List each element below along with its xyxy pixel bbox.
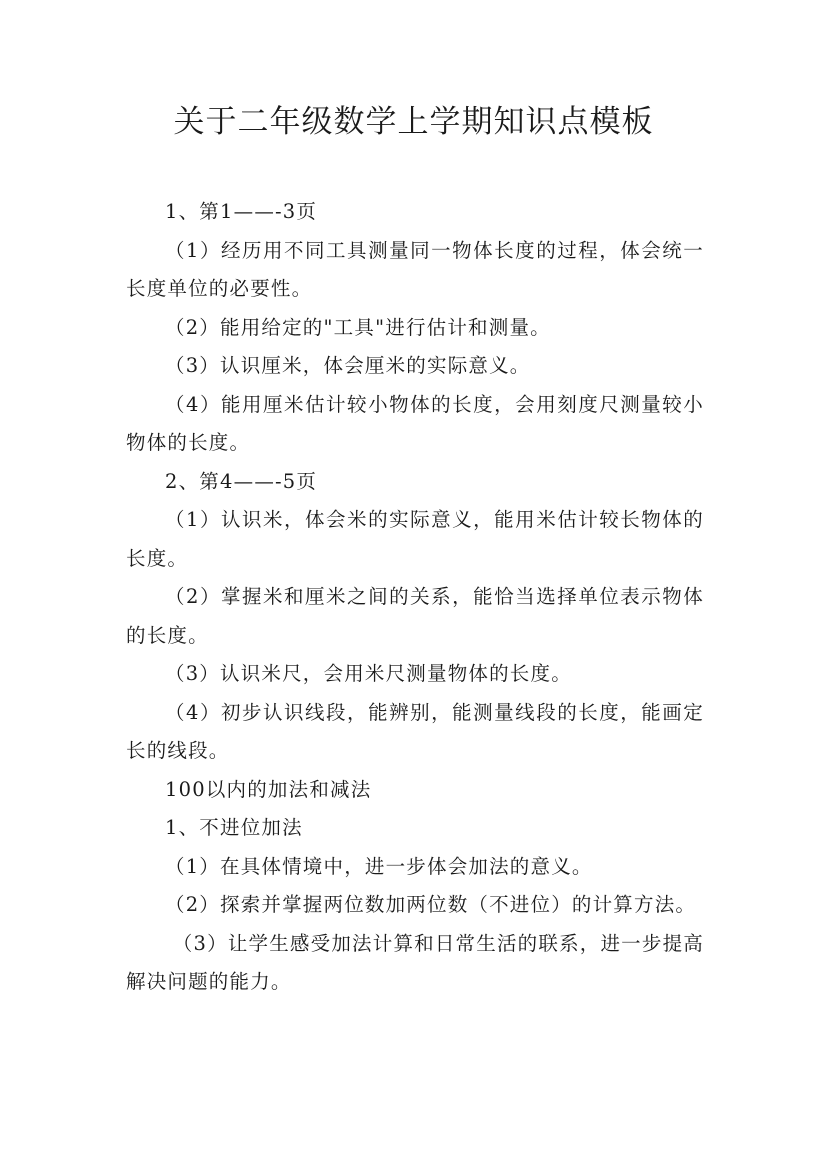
section-heading: 2、第4——-5页 (165, 469, 318, 493)
paragraph: （2）探索并掌握两位数加两位数（不进位）的计算方法。 (165, 893, 697, 916)
paragraph: （1）经历用不同工具测量同一物体长度的过程，体会统一长度单位的必要性。 (126, 238, 704, 300)
paragraph: （1）在具体情境中，进一步体会加法的意义。 (165, 854, 593, 878)
section-heading: 100以内的加法和减法 (165, 777, 372, 801)
section-heading: 1、不进位加法 (165, 816, 303, 839)
paragraph: （2）掌握米和厘米之间的关系，能恰当选择单位表示物体的长度。 (126, 585, 704, 647)
paragraph: （3）认识厘米，体会厘米的实际意义。 (165, 354, 531, 377)
paragraph: （3）认识米尺，会用米尺测量物体的长度。 (165, 662, 572, 685)
paragraph: （2）能用给定的"工具"进行估计和测量。 (165, 315, 551, 339)
document-title: 关于二年级数学上学期知识点模板 (173, 104, 654, 140)
paragraph: （3）让学生感受加法计算和日常生活的联系，进一步提高解决问题的能力。 (126, 931, 704, 993)
paragraph: （4）初步认识线段，能辨别，能测量线段的长度，能画定长的线段。 (126, 700, 704, 762)
paragraph: （4）能用厘米估计较小物体的长度，会用刻度尺测量较小物体的长度。 (126, 392, 704, 454)
document-body (126, 193, 704, 1002)
section-heading: 1、第1——-3页 (165, 200, 318, 223)
paragraph: （1）认识米，体会米的实际意义，能用米估计较长物体的长度。 (126, 508, 704, 570)
